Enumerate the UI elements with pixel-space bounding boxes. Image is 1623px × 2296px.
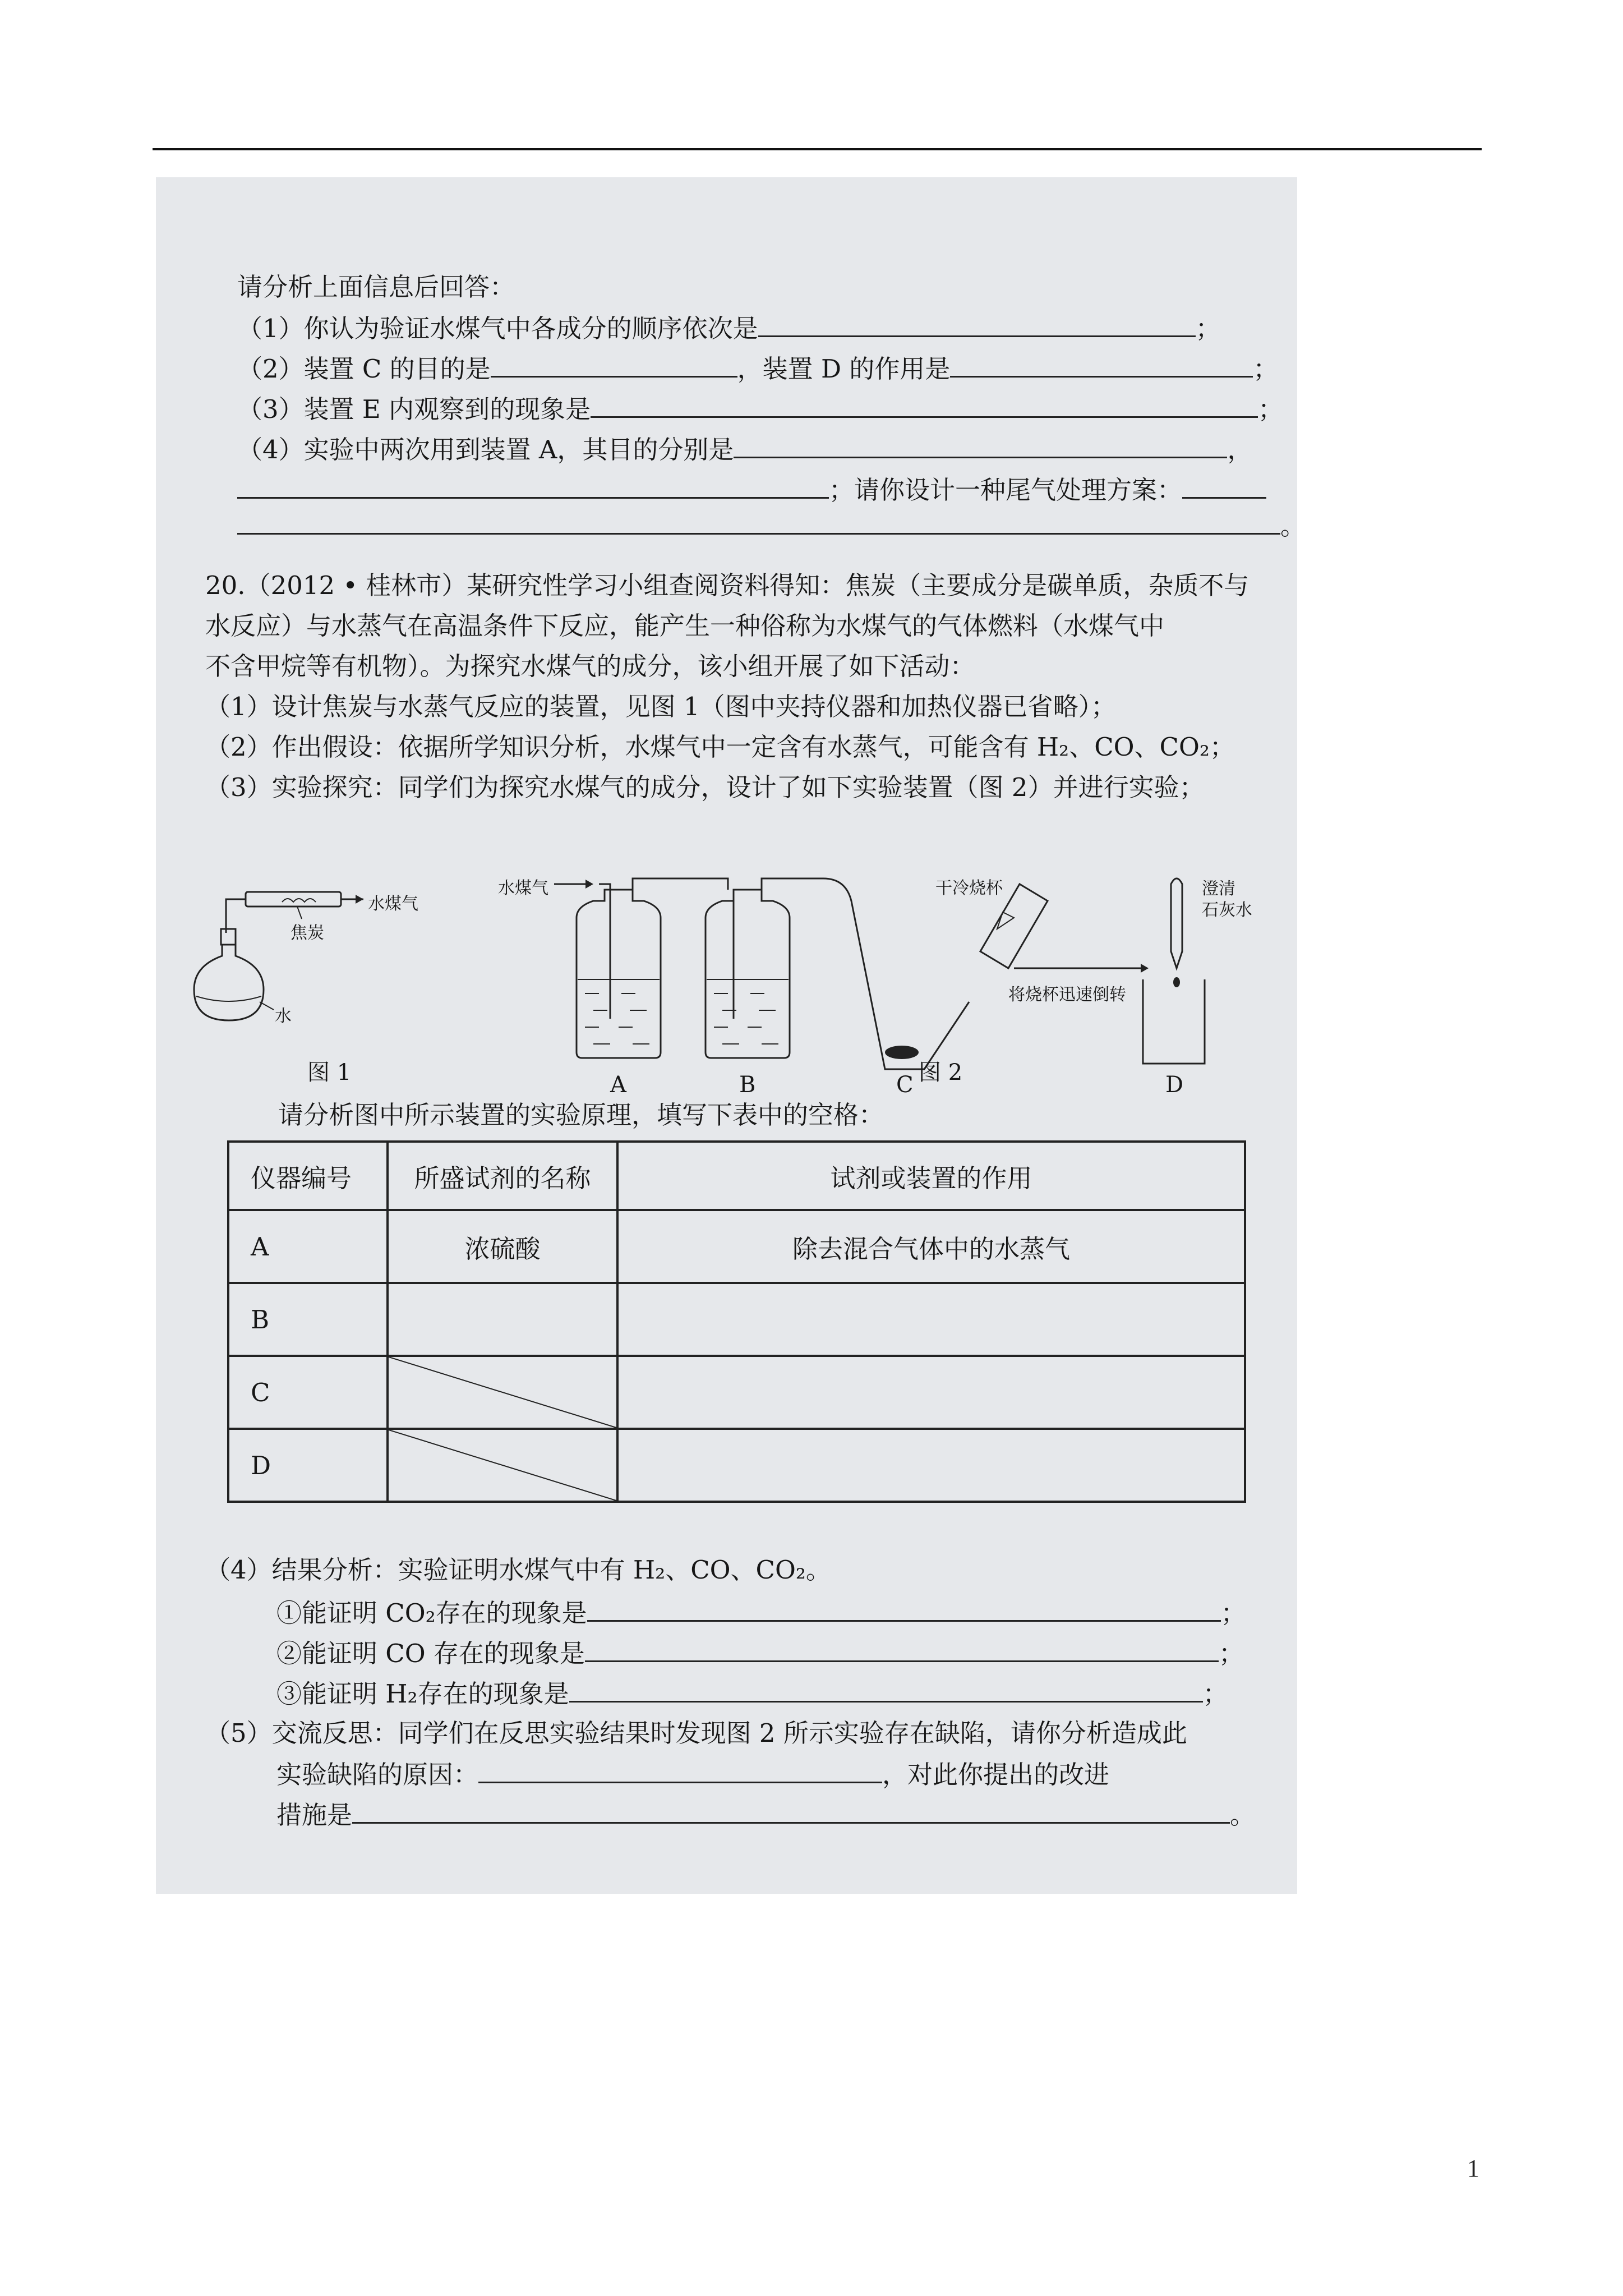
q20-para-line1: 20.（2012 • 桂林市）某研究性学习小组查阅资料得知：焦炭（主要成分是碳单质，杂质不与	[205, 570, 1249, 600]
bottle-label-b: B	[739, 1072, 756, 1098]
q19-line4-text: （4）实验中两次用到装置 A，其目的分别是	[237, 435, 734, 464]
punct: ；	[1218, 1639, 1244, 1668]
q20-step1: （1）设计焦炭与水蒸气反应的装置，见图 1（图中夹持仪器和加热仪器已省略）；	[205, 692, 1117, 721]
answer-blank[interactable]	[491, 352, 737, 378]
answer-blank[interactable]	[1182, 473, 1266, 499]
row-id: C	[228, 1356, 388, 1429]
punct: ；	[1220, 1598, 1246, 1628]
header-instrument: 仪器编号	[228, 1142, 388, 1210]
punct: 。	[1280, 511, 1306, 541]
answer-blank[interactable]	[237, 509, 1280, 535]
diagonal-strike	[389, 1357, 616, 1428]
answer-blank[interactable]	[352, 1798, 1230, 1824]
table-row	[228, 1429, 1245, 1502]
answer-blank[interactable]	[734, 433, 1227, 458]
diagonal-strike	[389, 1430, 616, 1501]
header-role: 试剂或装置的作用	[617, 1142, 1245, 1210]
answer-blank[interactable]	[587, 1596, 1221, 1622]
evidence-h2-text: ③能证明 H₂存在的现象是	[276, 1679, 569, 1709]
row-role-blank[interactable]	[617, 1283, 1245, 1356]
punct: ；	[1258, 394, 1284, 424]
q20-para-line2: 水反应）与水蒸气在高温条件下反应，能产生一种俗称为水煤气的气体燃料（水煤气中	[205, 611, 1165, 641]
scanned-page	[156, 177, 1306, 1894]
q19-line5	[237, 473, 1266, 506]
q19-line1-text: （1）你认为验证水煤气中各成分的顺序依次是	[237, 314, 758, 343]
q19-intro: 请分析上面信息后回答：	[237, 272, 515, 302]
punct: ；	[1202, 1679, 1228, 1709]
answer-blank[interactable]	[237, 473, 829, 499]
row-id: A	[228, 1210, 388, 1283]
table-row	[228, 1210, 1245, 1283]
row-role: 除去混合气体中的水蒸气	[617, 1210, 1245, 1283]
q19-line5-text: ；请你设计一种尾气处理方案：	[829, 475, 1183, 505]
row-reagent-crossed	[388, 1429, 617, 1502]
table-row	[228, 1283, 1245, 1356]
punct: ，	[1227, 435, 1253, 464]
table-row	[228, 1356, 1245, 1429]
q19-line2	[237, 352, 1278, 385]
q20-step5-line2	[276, 1758, 1109, 1791]
figure-2-caption: 图 2	[919, 1060, 963, 1085]
label-water: 水	[275, 1006, 292, 1026]
q20-step5-line3	[276, 1798, 1255, 1831]
row-reagent-crossed	[388, 1356, 617, 1429]
row-reagent-blank[interactable]	[388, 1283, 617, 1356]
q19-line3	[237, 393, 1283, 425]
bottle-label-a: A	[610, 1072, 626, 1098]
q19-line3-text: （3）装置 E 内观察到的现象是	[237, 394, 591, 424]
evidence-co2	[276, 1596, 1246, 1629]
punct: 。	[1230, 1800, 1256, 1830]
label-limewater: 澄清 石灰水	[1202, 879, 1252, 920]
beaker-label-d: D	[1165, 1072, 1184, 1098]
row-role-blank[interactable]	[617, 1356, 1245, 1429]
q19-line1	[237, 312, 1221, 344]
q20-step5-line2-end: ，对此你提出的改进	[882, 1760, 1110, 1789]
row-role-blank[interactable]	[617, 1429, 1245, 1502]
table-header-row	[228, 1142, 1245, 1210]
label-dry-beaker: 干冷烧杯	[935, 878, 1003, 898]
header-rule	[153, 148, 1482, 150]
row-id: B	[228, 1283, 388, 1356]
label-watergas-out: 水煤气	[368, 894, 418, 914]
table-intro: 请分析图中所示装置的实验原理，填写下表中的空格：	[278, 1100, 884, 1130]
evidence-co-text: ②能证明 CO 存在的现象是	[276, 1639, 585, 1668]
evidence-h2	[276, 1677, 1228, 1710]
page-number: 1	[1467, 2155, 1479, 2182]
q19-line2b-text: ，装置 D 的作用是	[737, 354, 951, 384]
q20-step5-line3-text: 措施是	[276, 1800, 353, 1830]
label-coke: 焦炭	[291, 923, 324, 943]
label-invert: 将烧杯迅速倒转	[1008, 985, 1126, 1005]
answer-blank[interactable]	[950, 352, 1253, 378]
answer-blank[interactable]	[569, 1677, 1203, 1703]
figure-2-drawing	[509, 867, 1255, 1103]
device-label-c: C	[896, 1072, 914, 1098]
q20-step5-line2-text: 实验缺陷的原因：	[276, 1760, 479, 1789]
reagent-table	[227, 1140, 1246, 1503]
answer-blank[interactable]	[591, 393, 1258, 418]
punct: ；	[1195, 314, 1221, 343]
figure-1	[190, 873, 436, 1041]
q19-line6	[237, 509, 1306, 542]
q20-step3: （3）实验探究：同学们为探究水煤气的成分，设计了如下实验装置（图 2）并进行实验；	[205, 772, 1205, 802]
figure-2	[498, 867, 1255, 1103]
q20-step5-line1: （5）交流反思：同学们在反思实验结果时发现图 2 所示实验存在缺陷，请你分析造成此	[205, 1718, 1187, 1748]
answer-blank[interactable]	[758, 312, 1196, 337]
punct: ；	[1253, 354, 1279, 384]
row-reagent: 浓硫酸	[388, 1210, 617, 1283]
evidence-co	[276, 1637, 1244, 1669]
q20-step4: （4）结果分析：实验证明水煤气中有 H₂、CO、CO₂。	[205, 1555, 831, 1585]
answer-blank[interactable]	[478, 1758, 882, 1783]
evidence-co2-text: ①能证明 CO₂存在的现象是	[276, 1598, 587, 1628]
answer-blank[interactable]	[585, 1637, 1219, 1662]
figure-1-caption: 图 1	[307, 1060, 352, 1085]
q20-step2: （2）作出假设：依据所学知识分析，水煤气中一定含有水蒸气，可能含有 H₂、CO、CO₂；	[205, 732, 1235, 762]
row-id: D	[228, 1429, 388, 1502]
q19-line4	[237, 433, 1252, 466]
q20-para-line3: 不含甲烷等有机物）。为探究水煤气的成分，该小组开展了如下活动：	[205, 651, 975, 681]
label-watergas-in: 水煤气	[498, 878, 548, 898]
q19-line2a-text: （2）装置 C 的目的是	[237, 354, 491, 384]
header-reagent: 所盛试剂的名称	[388, 1142, 617, 1210]
